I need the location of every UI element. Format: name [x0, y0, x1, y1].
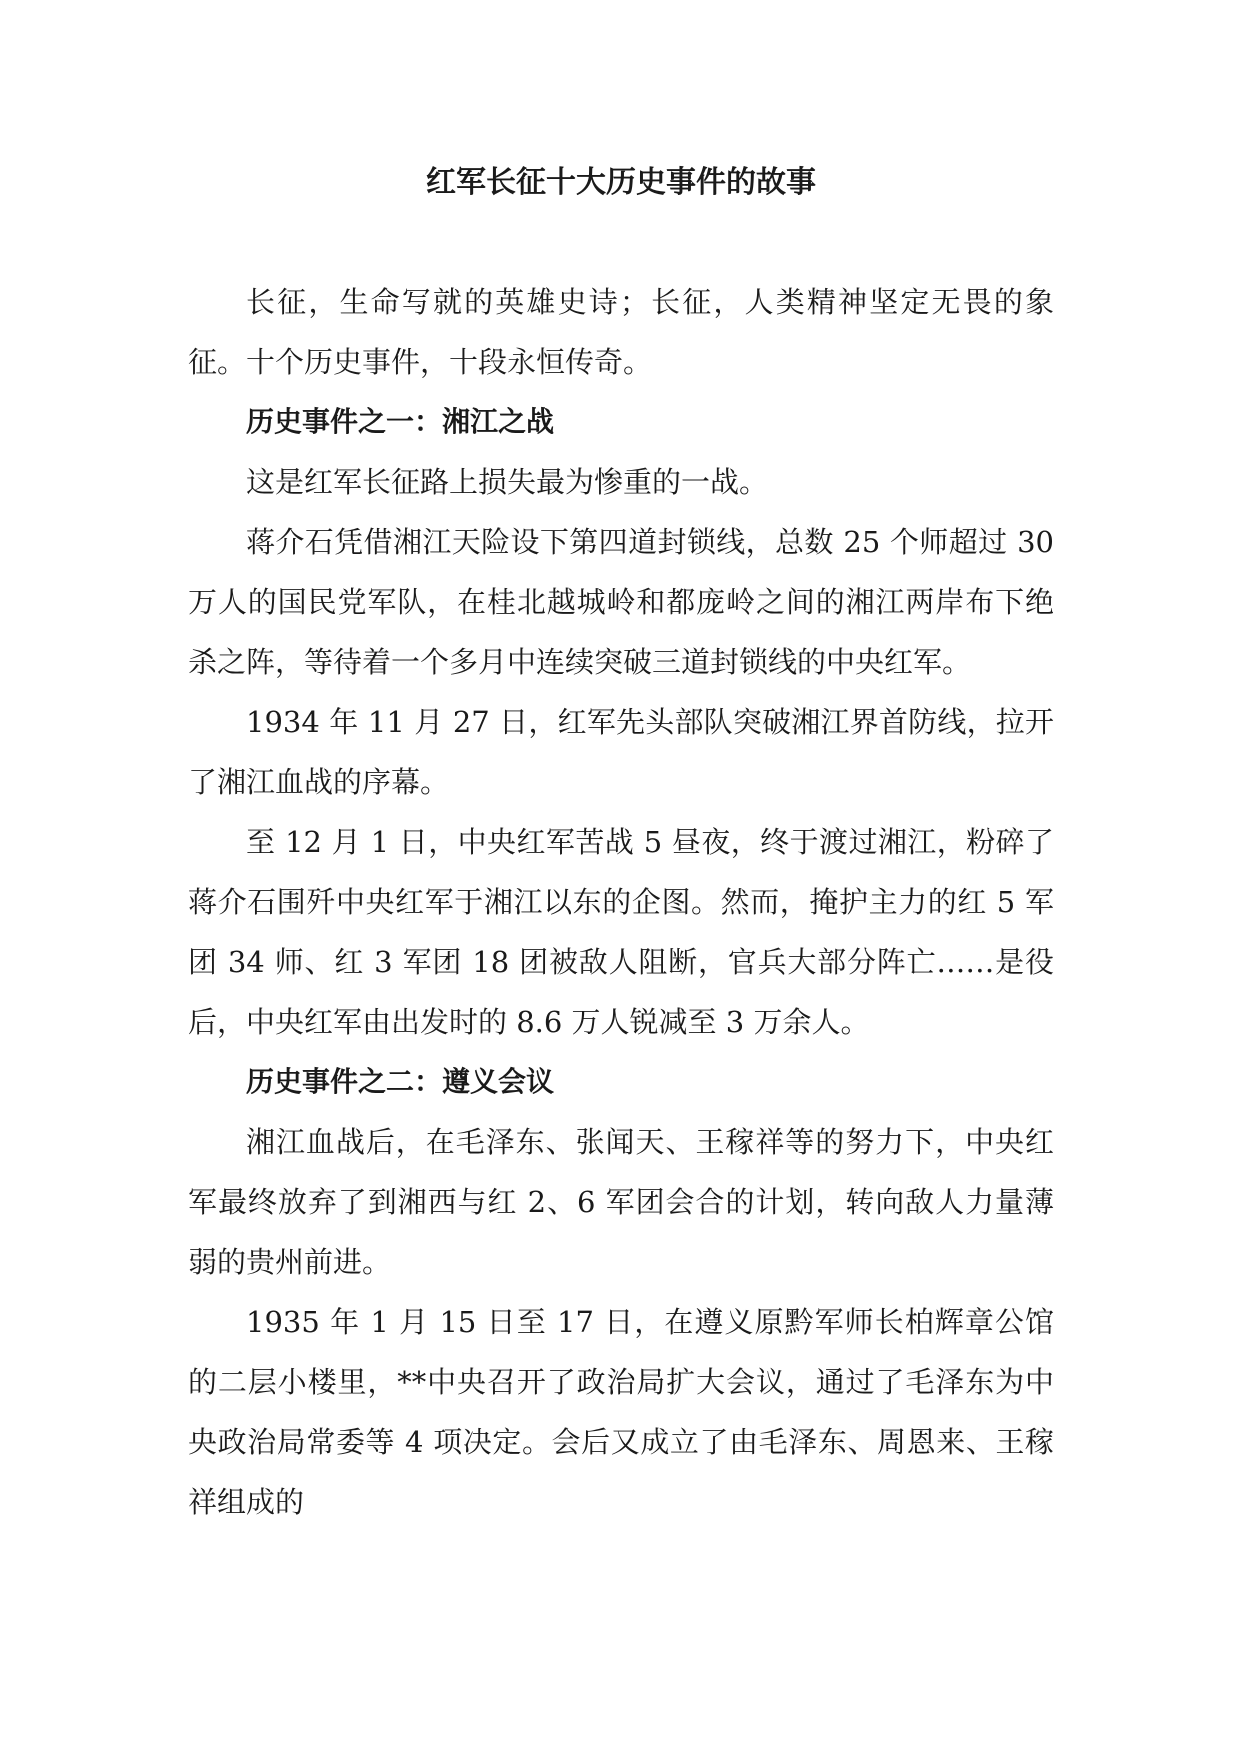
body-paragraph: 1935 年 1 月 15 日至 17 日，在遵义原黔军师长柏辉章公馆的二层小楼里，**中央召开了政治局扩大会议，通过了毛泽东为中央政治局常委等 4 项决定。会后又成立了由毛泽东、周恩来、王稼祥组成的 [188, 1305, 1054, 1519]
section-heading-1: 历史事件之一：湘江之战 [246, 405, 555, 438]
body-paragraph: 蒋介石凭借湘江天险设下第四道封锁线，总数 25 个师超过 30 万人的国民党军队，在桂北越城岭和都庞岭之间的湘江两岸布下绝杀之阵，等待着一个多月中连续突破三道封锁线的中央红军。 [188, 525, 1054, 679]
body-paragraph: 至 12 月 1 日，中央红军苦战 5 昼夜，终于渡过湘江，粉碎了蒋介石围歼中央红军于湘江以东的企图。然而，掩护主力的红 5 军团 34 师、红 3 军团 18 团被敌人阻断，官兵大部分阵亡……是役后，中央红军由出发时的 8.6 万人锐减至 3 万余人。 [188, 825, 1054, 1039]
section-heading-2: 历史事件之二：遵义会议 [246, 1065, 555, 1098]
document-title: 红军长征十大历史事件的故事 [426, 165, 816, 200]
body-paragraph: 湘江血战后，在毛泽东、张闻天、王稼祥等的努力下，中央红军最终放弃了到湘西与红 2、6 军团会合的计划，转向敌人力量薄弱的贵州前进。 [188, 1125, 1054, 1279]
document-body [188, 272, 1054, 1532]
intro-paragraph: 长征，生命写就的英雄史诗；长征，人类精神坚定无畏的象征。十个历史事件，十段永恒传奇。 [188, 285, 1054, 379]
body-paragraph: 这是红军长征路上损失最为惨重的一战。 [246, 465, 769, 499]
body-paragraph: 1934 年 11 月 27 日，红军先头部队突破湘江界首防线，拉开了湘江血战的序幕。 [188, 705, 1054, 799]
